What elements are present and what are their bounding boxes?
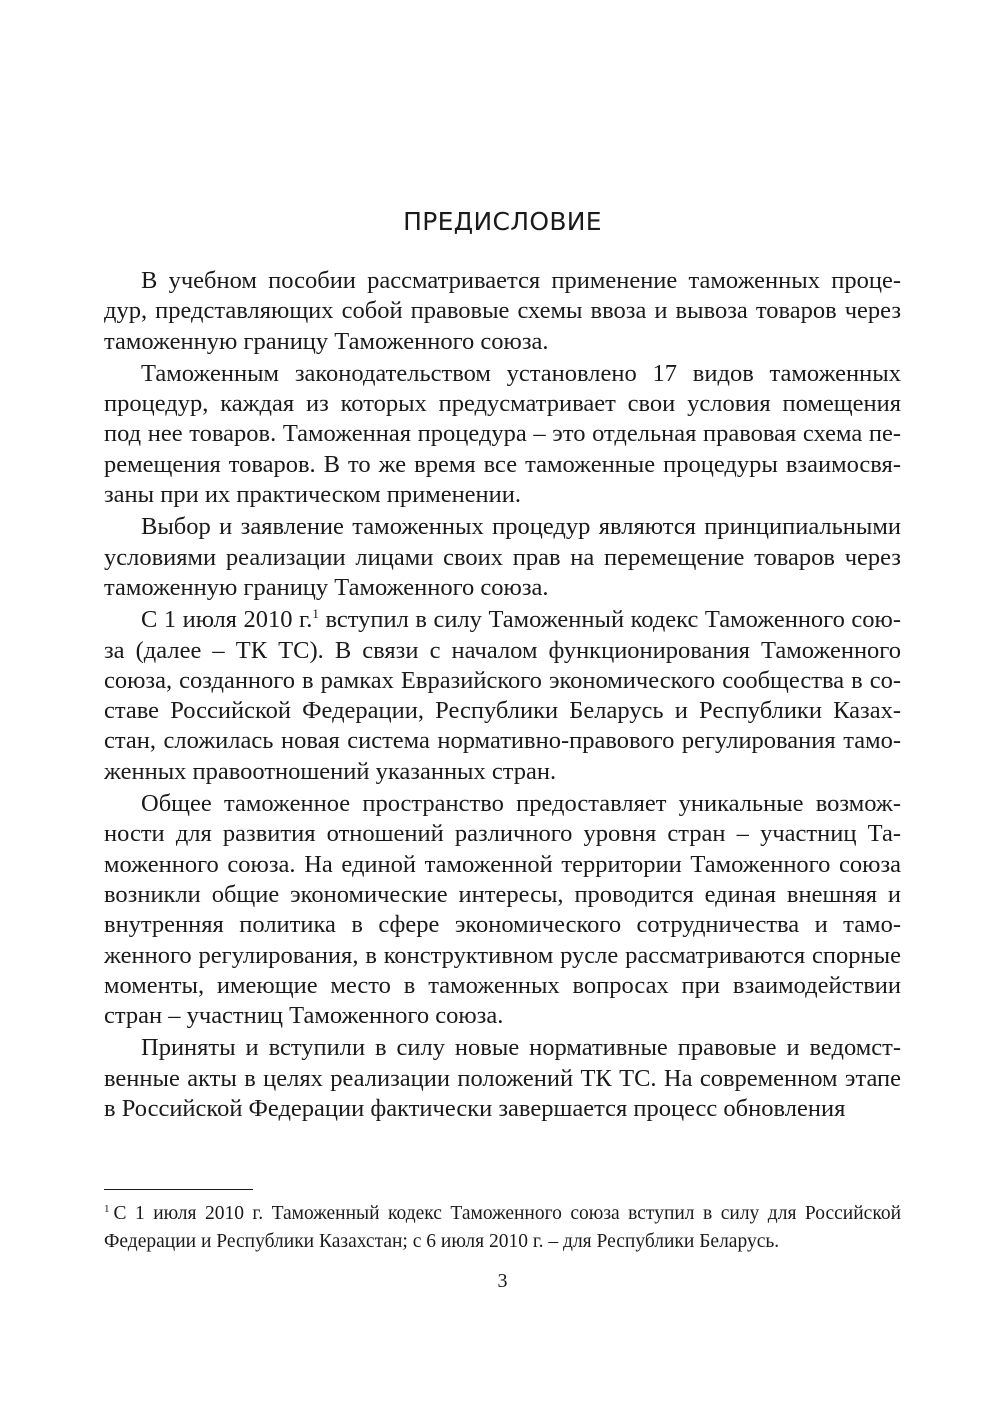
- footnote-mark: 1: [104, 1203, 110, 1215]
- paragraph-3: Выбор и заявление таможенных процедур являются принципиальными условиями реализации лицами своих прав на перемещение товаров через таможенную границу Таможенного союза.: [104, 513, 901, 601]
- paragraph-6: Приняты и вступили в силу новые нормативные правовые и ведомственные акты в целях реализации положений ТК ТС. На современном этапе в Российской Федерации фактически завершается процесс обновления: [104, 1034, 901, 1123]
- paragraph-4-text: вступил в силу Таможенный кодекс Таможенного союза (далее – ТК ТС). В связи с началом функционирования Таможенного союза, созданного в рамках Евразийского экономического сообщества в составе Российской Федерации, Республики Беларусь и Республики Казахстан, сложилась новая система нормативно-правового регулирования таможенных правоотношений указанных стран.: [104, 606, 901, 785]
- document-page: [104, 0, 901, 1418]
- paragraph-4-lead: С 1 июля 2010 г.: [141, 606, 313, 634]
- page-number: 3: [497, 1270, 508, 1292]
- page-heading: ПРЕДИСЛОВИЕ: [403, 207, 602, 236]
- paragraph-4: [104, 605, 901, 787]
- body-text: [104, 266, 901, 1126]
- footnote-reference[interactable]: 1: [312, 606, 319, 622]
- paragraph-1: В учебном пособии рассматривается применение таможенных процедур, представляющих собой правовые схемы ввоза и вывоза товаров через таможенную границу Таможенного союза.: [104, 267, 901, 355]
- paragraph-2: Таможенным законодательством установлено 17 видов таможенных процедур, каждая из которых предусматривает свои условия помещения под нее товаров. Таможенная процедура – это отдельная правовая схема перемещения товаров. В то же время все таможенные процедуры взаимосвязаны при их практическом применении.: [104, 359, 901, 509]
- footnote-divider: [104, 1189, 253, 1190]
- paragraph-5: Общее таможенное пространство предоставляет уникальные возможности для развития отношений различного уровня стран – участниц Таможенного союза. На единой таможенной территории Таможенного союза возникли общие экономические интересы, проводится единая внешняя и внутренняя политика в сфере экономического сотрудничества и таможенного регулирования, в конструктивном русле рассматриваются спорные моменты, имеющие место в таможенных вопросах при взаимодействии стран – участниц Таможенного союза.: [104, 790, 901, 1030]
- footnote-text: С 1 июля 2010 г. Таможенный кодекс Таможенного союза вступил в силу для Российской Федерации и Республики Казахстан; с 6 июля 2010 г. – для Республики Беларусь.: [104, 1203, 901, 1252]
- footnote: [104, 1200, 901, 1256]
